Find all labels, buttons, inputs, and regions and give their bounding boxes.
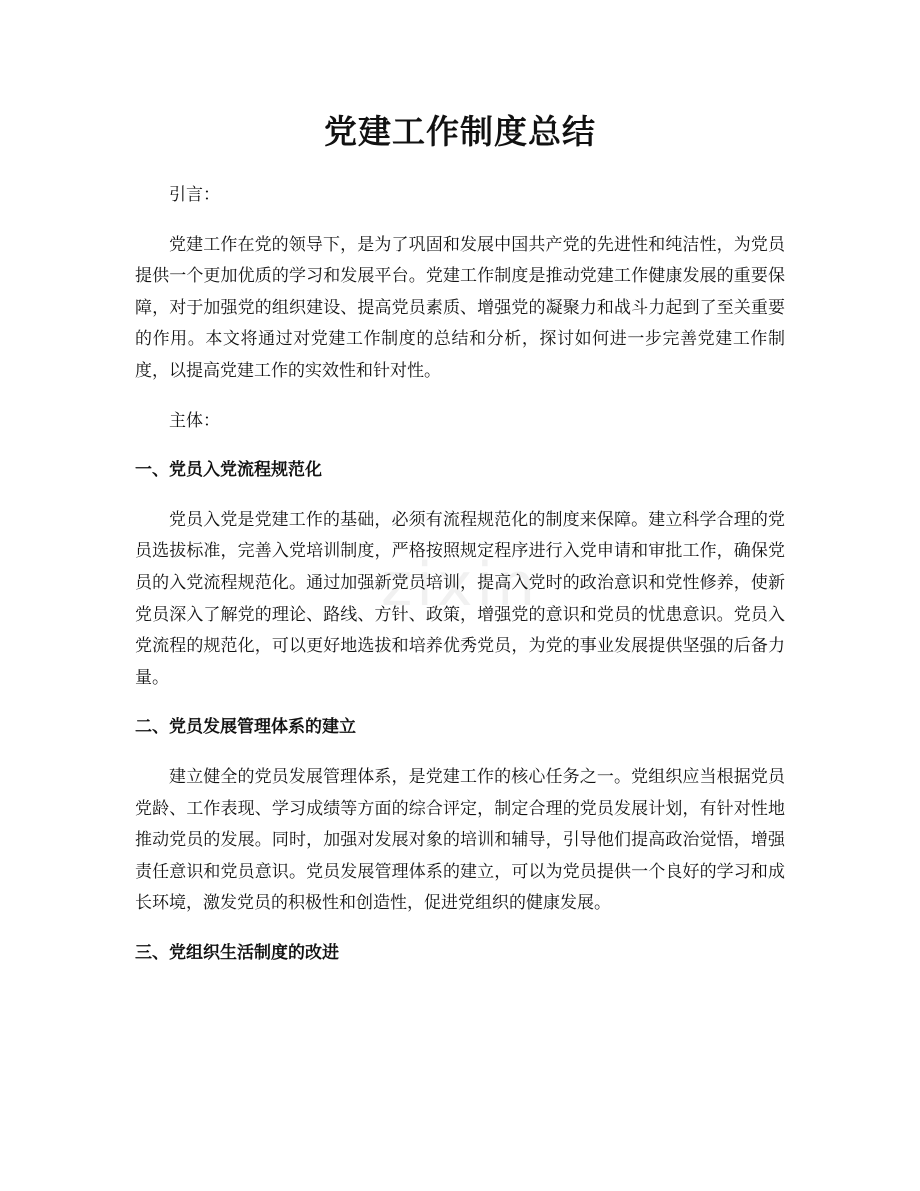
intro-label: 引言：: [169, 185, 220, 205]
body-label: 主体：: [169, 410, 220, 431]
intro-paragraph: 党建工作在党的领导下，是为了巩固和发展中国共产党的先进性和纯洁性，为党员提供一个更加优质的学习和发展平台。党建工作制度是推动党建工作健康发展的重要保障，对于加强党的组织建设、提高党员素质、增强党的凝聚力和战斗力起到了至关重要的作用。本文将通过对党建工作制度的总结和分析，探讨如何进一步完善党建工作制度，以提高党建工作的实效性和针对性。: [135, 234, 785, 381]
section-heading-3: 三、党组织生活制度的改进: [135, 942, 339, 963]
section-heading-1: 一、党员入党流程规范化: [135, 460, 322, 481]
watermark: zixin: [380, 550, 540, 620]
section-paragraph-1: 党员入党是党建工作的基础，必须有流程规范化的制度来保障。建立科学合理的党员选拔标准，完善入党培训制度，严格按照规定程序进行入党申请和审批工作，确保党员的入党流程规范化。通过加强新党员培训，提高入党时的政治意识和党性修养，使新党员深入了解党的理论、路线、方针、政策，增强党的意识和党员的忧患意识。党员入党流程的规范化，可以更好地选拔和培养优秀党员，为党的事业发展提供坚强的后备力量。: [135, 509, 785, 688]
section-paragraph-2: 建立健全的党员发展管理体系，是党建工作的核心任务之一。党组织应当根据党员党龄、工作表现、学习成绩等方面的综合评定，制定合理的党员发展计划，有针对性地推动党员的发展。同时，加强对发展对象的培训和辅导，引导他们提高政治觉悟，增强责任意识和党员意识。党员发展管理体系的建立，可以为党员提供一个良好的学习和成长环境，激发党员的积极性和创造性，促进党组织的健康发展。: [135, 766, 785, 914]
section-heading-2: 二、党员发展管理体系的建立: [135, 717, 356, 738]
document-title: 党建工作制度总结: [324, 112, 596, 151]
document-body: [135, 180, 785, 969]
